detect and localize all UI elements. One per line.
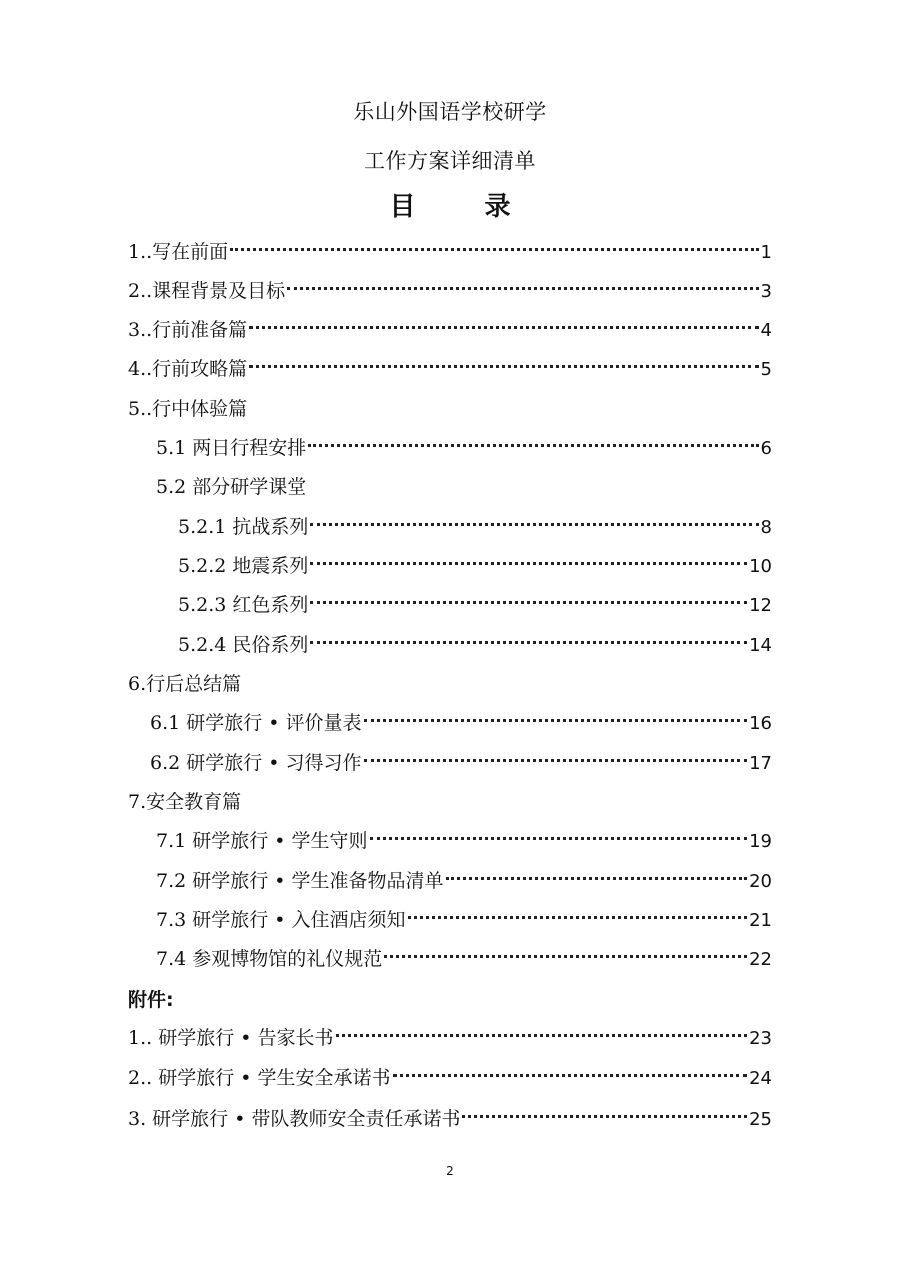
toc-entry-page: 14 [749,635,772,656]
toc-entry-label: 5.2 部分研学课堂 [156,476,307,498]
toc-entry-label: 6.2 研学旅行 • 习得习作 [150,752,362,774]
appendix-entry[interactable] [128,1023,772,1053]
toc-entry-page: 1 [760,242,772,263]
toc-leader-dots [308,444,758,447]
toc-entry-page: 23 [749,1028,772,1049]
toc-leader-dots [364,759,748,762]
toc-entry-label: 3. 研学旅行 • 带队教师安全责任承诺书 [128,1108,461,1130]
toc-entry-page: 4 [760,320,772,341]
toc-entry-page: 8 [760,517,772,538]
toc-heading: 目 录 [389,192,541,222]
toc-entry[interactable] [178,551,772,581]
toc-entry-page: 10 [749,556,772,577]
toc-entry-label: 6.1 研学旅行 • 评价量表 [150,712,362,734]
toc-entry[interactable] [156,433,772,463]
toc-entry-page: 25 [749,1109,772,1130]
toc-leader-dots [230,248,758,251]
toc-entry-label: 4..行前攻略篇 [128,358,248,380]
toc-leader-dots [287,287,758,290]
toc-entry-label: 5.2.1 抗战系列 [178,516,309,538]
toc-entry-label: 5..行中体验篇 [128,398,248,420]
toc-entry-label: 3..行前准备篇 [128,319,248,341]
toc-leader-dots [310,562,747,565]
toc-entry-page: 5 [760,359,772,380]
toc-entry[interactable] [156,944,772,974]
toc-section-heading[interactable] [128,394,247,424]
toc-entry-label: 2..课程背景及目标 [128,280,286,302]
toc-entry-page: 3 [760,281,772,302]
toc-entry-label: 5.1 两日行程安排 [156,437,307,459]
document-title: 乐山外国语学校研学 [353,100,547,124]
toc-entry-page: 6 [760,438,772,459]
toc-entry[interactable] [156,905,772,935]
toc-entry[interactable] [128,315,772,345]
toc-entry-page: 20 [749,871,772,892]
toc-entry[interactable] [178,590,772,620]
toc-entry-page: 21 [749,910,772,931]
toc-entry[interactable] [128,276,772,306]
toc-entry-label: 6.行后总结篇 [128,673,242,695]
toc-entry-label: 1..写在前面 [128,241,229,263]
toc-entry-page: 17 [749,753,772,774]
toc-entry-label: 2.. 研学旅行 • 学生安全承诺书 [128,1067,391,1089]
toc-entry-label: 7.3 研学旅行 • 入住酒店须知 [156,909,406,931]
toc-section-heading[interactable] [128,669,241,699]
toc-entry[interactable] [128,237,772,267]
appendix-heading: 附件: [128,989,174,1011]
toc-entry-label: 5.2.3 红色系列 [178,594,309,616]
toc-leader-dots [446,877,748,880]
toc-entry[interactable] [150,748,772,778]
toc-entry-page: 12 [749,595,772,616]
toc-entry-page: 22 [749,949,772,970]
toc-entry-page: 24 [749,1068,772,1089]
toc-leader-dots [249,365,758,368]
toc-entry-label: 7.2 研学旅行 • 学生准备物品清单 [156,870,444,892]
toc-section-heading[interactable] [156,472,306,502]
toc-leader-dots [384,955,747,958]
toc-entry-label: 7.1 研学旅行 • 学生守则 [156,830,368,852]
document-subtitle: 工作方案详细清单 [364,149,536,173]
toc-entry[interactable] [128,354,772,384]
toc-entry-label: 5.2.2 地震系列 [178,555,309,577]
toc-leader-dots [370,837,748,840]
toc-entry-label: 7.安全教育篇 [128,791,242,813]
toc-leader-dots [310,641,747,644]
toc-entry[interactable] [156,866,772,896]
toc-entry-label: 7.4 参观博物馆的礼仪规范 [156,948,383,970]
toc-entry[interactable] [178,512,772,542]
toc-entry[interactable] [178,630,772,660]
toc-section-heading[interactable] [128,787,241,817]
toc-leader-dots [408,916,748,919]
toc-entry-label: 5.2.4 民俗系列 [178,634,309,656]
appendix-entry[interactable] [128,1063,772,1093]
toc-leader-dots [336,1034,748,1037]
toc-leader-dots [393,1074,748,1077]
toc-leader-dots [249,326,758,329]
toc-entry[interactable] [150,708,772,738]
toc-leader-dots [310,601,747,604]
toc-entry[interactable] [156,826,772,856]
toc-leader-dots [462,1115,747,1118]
toc-entry-page: 19 [749,831,772,852]
toc-entry-page: 16 [749,713,772,734]
toc-entry-label: 1.. 研学旅行 • 告家长书 [128,1027,334,1049]
page-number: 2 [446,1164,454,1178]
toc-leader-dots [310,523,758,526]
toc-leader-dots [364,719,748,722]
appendix-entry[interactable] [128,1104,772,1134]
